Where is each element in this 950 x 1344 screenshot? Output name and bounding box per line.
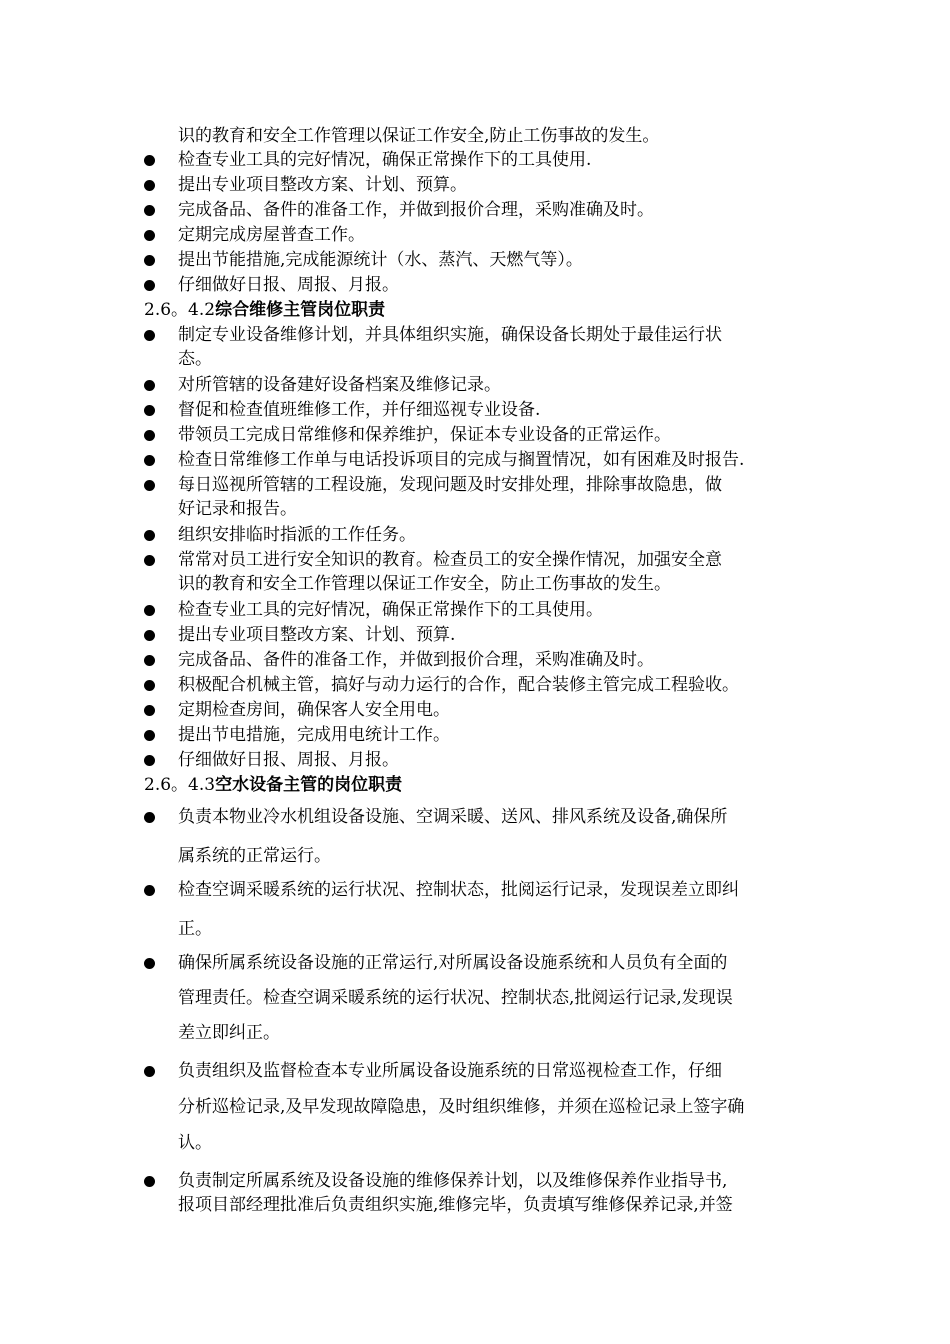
list-item-text: 检查专业工具的完好情况，确保正常操作下的工具使用.: [178, 150, 592, 170]
bullet-icon: [144, 1060, 158, 1082]
section-title: 空水设备主管的岗位职责: [215, 775, 403, 795]
list-item-text: 提出节电措施，完成用电统计工作。: [178, 725, 450, 745]
list-item-text: 差立即纠正。: [178, 1023, 280, 1043]
section-heading: [144, 774, 402, 796]
bullet-icon: [144, 224, 158, 246]
bullet-icon: [144, 724, 158, 746]
list-item-text: 认。: [178, 1133, 212, 1153]
list-item-text: 属系统的正常运行。: [178, 846, 331, 866]
bullet-icon: [144, 424, 158, 446]
list-item-text: 组织安排临时指派的工作任务。: [178, 525, 416, 545]
list-item-text: 分析巡检记录,及早发现故障隐患，及时组织维修，并须在巡检记录上签字确: [178, 1097, 745, 1117]
bullet-icon: [144, 699, 158, 721]
bullet-icon: [144, 449, 158, 471]
list-item-text: 检查日常维修工作单与电话投诉项目的完成与搁置情况，如有困难及时报告.: [178, 450, 745, 470]
list-item-text: 积极配合机械主管，搞好与动力运行的合作，配合装修主管完成工程验收。: [178, 675, 739, 695]
list-item-text: 报项目部经理批准后负责组织实施,维修完毕，负责填写维修保养记录,并签: [178, 1195, 733, 1215]
list-item-text: 正。: [178, 919, 212, 939]
list-item-text: 管理责任。检查空调采暖系统的运行状况、控制状态,批阅运行记录,发现误: [178, 988, 733, 1008]
bullet-icon: [144, 249, 158, 271]
bullet-icon: [144, 806, 158, 828]
list-item-text: 负责制定所属系统及设备设施的维修保养计划，以及维修保养作业指导书,: [178, 1171, 728, 1191]
bullet-icon: [144, 399, 158, 421]
bullet-icon: [144, 549, 158, 571]
list-item-text: 仔细做好日报、周报、月报。: [178, 750, 399, 770]
bullet-icon: [144, 649, 158, 671]
bullet-icon: [144, 474, 158, 496]
bullet-icon: [144, 952, 158, 974]
list-item-text: 好记录和报告。: [178, 499, 297, 519]
section-number: 2.6。4.3: [144, 775, 216, 795]
list-item-text: 检查空调采暖系统的运行状况、控制状态，批阅运行记录，发现误差立即纠: [178, 880, 739, 900]
list-item-text: 提出节能措施,完成能源统计（水、蒸汽、天燃气等）。: [178, 250, 583, 270]
list-item-text: 负责本物业冷水机组设备设施、空调采暖、送风、排风系统及设备,确保所: [178, 807, 728, 827]
list-item-text: 提出专业项目整改方案、计划、预算.: [178, 625, 456, 645]
continuation-text: 识的教育和安全工作管理以保证工作安全,防止工伤事故的发生。: [178, 126, 660, 146]
list-item-text: 带领员工完成日常维修和保养维护，保证本专业设备的正常运作。: [178, 425, 671, 445]
bullet-icon: [144, 174, 158, 196]
bullet-icon: [144, 749, 158, 771]
bullet-icon: [144, 199, 158, 221]
bullet-icon: [144, 374, 158, 396]
section-number: 2.6。4.2: [144, 300, 216, 320]
list-item-text: 制定专业设备维修计划，并具体组织实施，确保设备长期处于最佳运行状: [178, 325, 722, 345]
section-title: 综合维修主管岗位职责: [215, 300, 386, 320]
list-item-text: 对所管辖的设备建好设备档案及维修记录。: [178, 375, 501, 395]
list-item-text: 定期完成房屋普查工作。: [178, 225, 365, 245]
bullet-icon: [144, 674, 158, 696]
bullet-icon: [144, 149, 158, 171]
list-item-text: 完成备品、备件的准备工作，并做到报价合理，采购准确及时。: [178, 650, 654, 670]
bullet-icon: [144, 524, 158, 546]
list-item-text: 常常对员工进行安全知识的教育。检查员工的安全操作情况，加强安全意: [178, 550, 722, 570]
bullet-icon: [144, 274, 158, 296]
bullet-icon: [144, 879, 158, 901]
bullet-icon: [144, 599, 158, 621]
list-item-text: 识的教育和安全工作管理以保证工作安全，防止工伤事故的发生。: [178, 574, 671, 594]
list-item-text: 态。: [178, 349, 212, 369]
bullet-icon: [144, 324, 158, 346]
list-item-text: 定期检查房间，确保客人安全用电。: [178, 700, 450, 720]
list-item-text: 督促和检查值班维修工作，并仔细巡视专业设备.: [178, 400, 541, 420]
list-item-text: 完成备品、备件的准备工作，并做到报价合理，采购准确及时。: [178, 200, 654, 220]
bullet-icon: [144, 624, 158, 646]
list-item-text: 仔细做好日报、周报、月报。: [178, 275, 399, 295]
list-item-text: 每日巡视所管辖的工程设施，发现问题及时安排处理，排除事故隐患，做: [178, 475, 722, 495]
section-heading: [144, 299, 385, 321]
list-item-text: 检查专业工具的完好情况，确保正常操作下的工具使用。: [178, 600, 603, 620]
list-item-text: 确保所属系统设备设施的正常运行,对所属设备设施系统和人员负有全面的: [178, 953, 728, 973]
bullet-icon: [144, 1170, 158, 1192]
list-item-text: 提出专业项目整改方案、计划、预算。: [178, 175, 467, 195]
list-item-text: 负责组织及监督检查本专业所属设备设施系统的日常巡视检查工作，仔细: [178, 1061, 722, 1081]
